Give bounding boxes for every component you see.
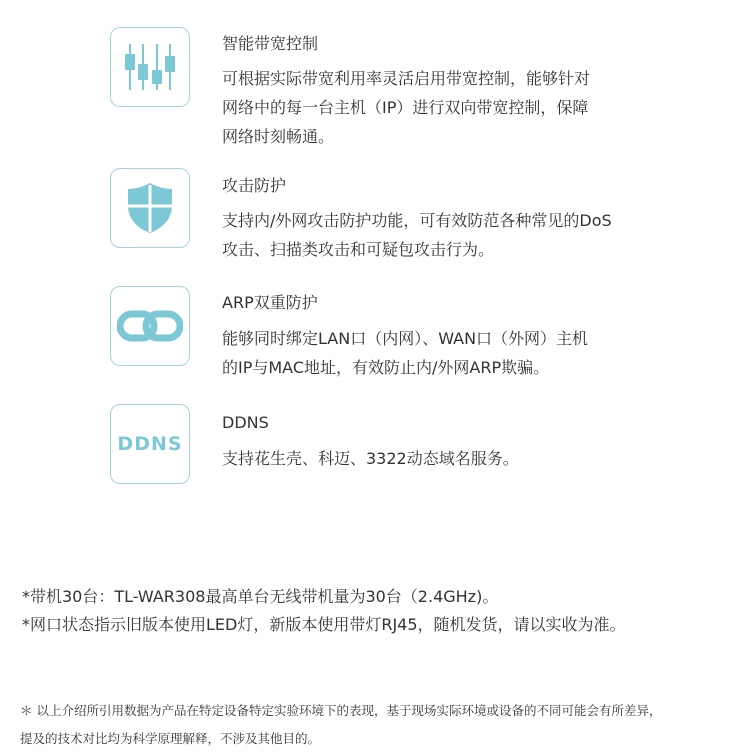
ddns-icon: DDNS xyxy=(117,433,183,455)
footnote-led: *网口状态指示旧版本使用LED灯，新版本使用带灯RJ45，随机发货，请以实收为准。 xyxy=(22,615,626,634)
feature-title: 攻击防护 xyxy=(222,176,287,195)
sliders-icon xyxy=(121,42,179,92)
disclaimer-line: ＊ 以上介绍所引用数据为产品在特定设备特定实验环境下的表现，基于现场实际环境或设备的不同可能会有所差异， xyxy=(20,703,662,718)
feature-description xyxy=(222,444,692,473)
feature-icon-box xyxy=(110,27,190,107)
disclaimer-line: 提及的技术对比均为科学原理解释，不涉及其他目的。 xyxy=(20,731,321,746)
feature-title: DDNS xyxy=(222,413,269,432)
chain-link-icon xyxy=(117,309,183,343)
feature-description-line: 支持内/外网攻击防护功能，可有效防范各种常见的DoS xyxy=(222,211,612,230)
feature-description-line: 支持花生壳、科迈、3322动态域名服务。 xyxy=(222,449,519,468)
feature-description-line: 网络时刻畅通。 xyxy=(222,127,335,146)
feature-title: 智能带宽控制 xyxy=(222,34,319,53)
feature-icon-box xyxy=(110,286,190,366)
feature-title: ARP双重防护 xyxy=(222,293,318,312)
feature-description-line: 的IP与MAC地址，有效防止内/外网ARP欺骗。 xyxy=(222,358,550,377)
feature-description-line: 攻击、扫描类攻击和可疑包攻击行为。 xyxy=(222,240,495,259)
feature-description-line: 能够同时绑定LAN口（内网）、WAN口（外网）主机 xyxy=(222,329,589,348)
feature-icon-box xyxy=(110,404,190,484)
feature-description-line: 网络中的每一台主机（IP）进行双向带宽控制，保障 xyxy=(222,98,589,117)
footnote-capacity: *带机30台：TL-WAR308最高单台无线带机量为30台（2.4GHz)。 xyxy=(22,587,499,606)
feature-description xyxy=(222,206,692,264)
feature-description-line: 可根据实际带宽利用率灵活启用带宽控制，能够针对 xyxy=(222,69,591,88)
feature-description xyxy=(222,324,692,382)
shield-icon xyxy=(125,181,175,235)
feature-icon-box xyxy=(110,168,190,248)
feature-description xyxy=(222,64,692,151)
